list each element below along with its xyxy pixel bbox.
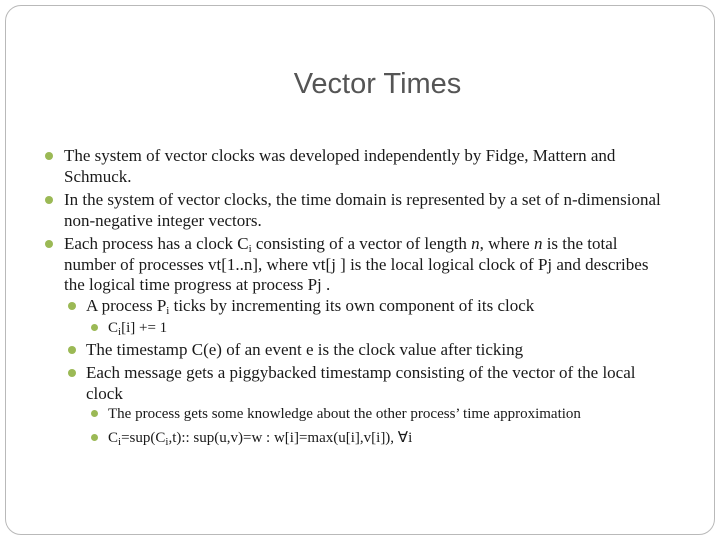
bullet-dot-icon bbox=[68, 302, 76, 310]
bullet-dot-icon bbox=[45, 240, 53, 248]
bullet-7 bbox=[86, 363, 676, 404]
bullet-5-text: $C_i[i] += 1$ bbox=[108, 320, 168, 338]
bullet-6-text: The timestamp C(e) of an event e is the clock value after ticking bbox=[86, 340, 524, 359]
bullet-3 bbox=[64, 234, 664, 296]
bullet-8-text: The process gets some knowledge about the other process’ time approximation bbox=[108, 406, 581, 422]
bullet-9 bbox=[108, 429, 678, 448]
bullet-dot-icon bbox=[91, 434, 98, 441]
bullet-dot-icon bbox=[91, 324, 98, 331]
bullet-dot-icon bbox=[68, 369, 76, 377]
bullet-7-text: Each message gets a piggybacked timestamp consisting of the vector of the local clock bbox=[86, 363, 636, 403]
bullet-2 bbox=[64, 190, 664, 231]
bullet-4-text: A process $P_i$ ticks by incrementing its own component of its clock bbox=[86, 296, 535, 317]
bullet-3-text: Each process has a clock $C_i$ consisting of a vector of length n, where n is the total number of processes vt[1..n], where vt[j ] is the local logical clock of Pj and describes the logical time progress at process Pj . bbox=[64, 234, 649, 294]
slide-title: Vector Times bbox=[293, 68, 462, 100]
bullet-dot-icon bbox=[45, 196, 53, 204]
bullet-4 bbox=[86, 296, 676, 317]
bullet-6 bbox=[86, 340, 676, 361]
bullet-dot-icon bbox=[68, 346, 76, 354]
bullet-2-text: In the system of vector clocks, the time domain is represented by a set of n-dimensional non-negative integer vectors. bbox=[64, 190, 661, 230]
bullet-dot-icon bbox=[91, 410, 98, 417]
bullet-5 bbox=[108, 319, 678, 338]
bullet-dot-icon bbox=[45, 152, 53, 160]
bullet-8 bbox=[108, 405, 678, 424]
bullet-1-text: The system of vector clocks was developed independently by Fidge, Mattern and Schmuck. bbox=[64, 146, 616, 186]
bullet-1 bbox=[64, 146, 664, 187]
bullet-9-text: $C_i=sup(C_i,t)$:: sup(u,v)=w : w[i]=max(u[i],v[i]), ∀i bbox=[108, 430, 413, 448]
